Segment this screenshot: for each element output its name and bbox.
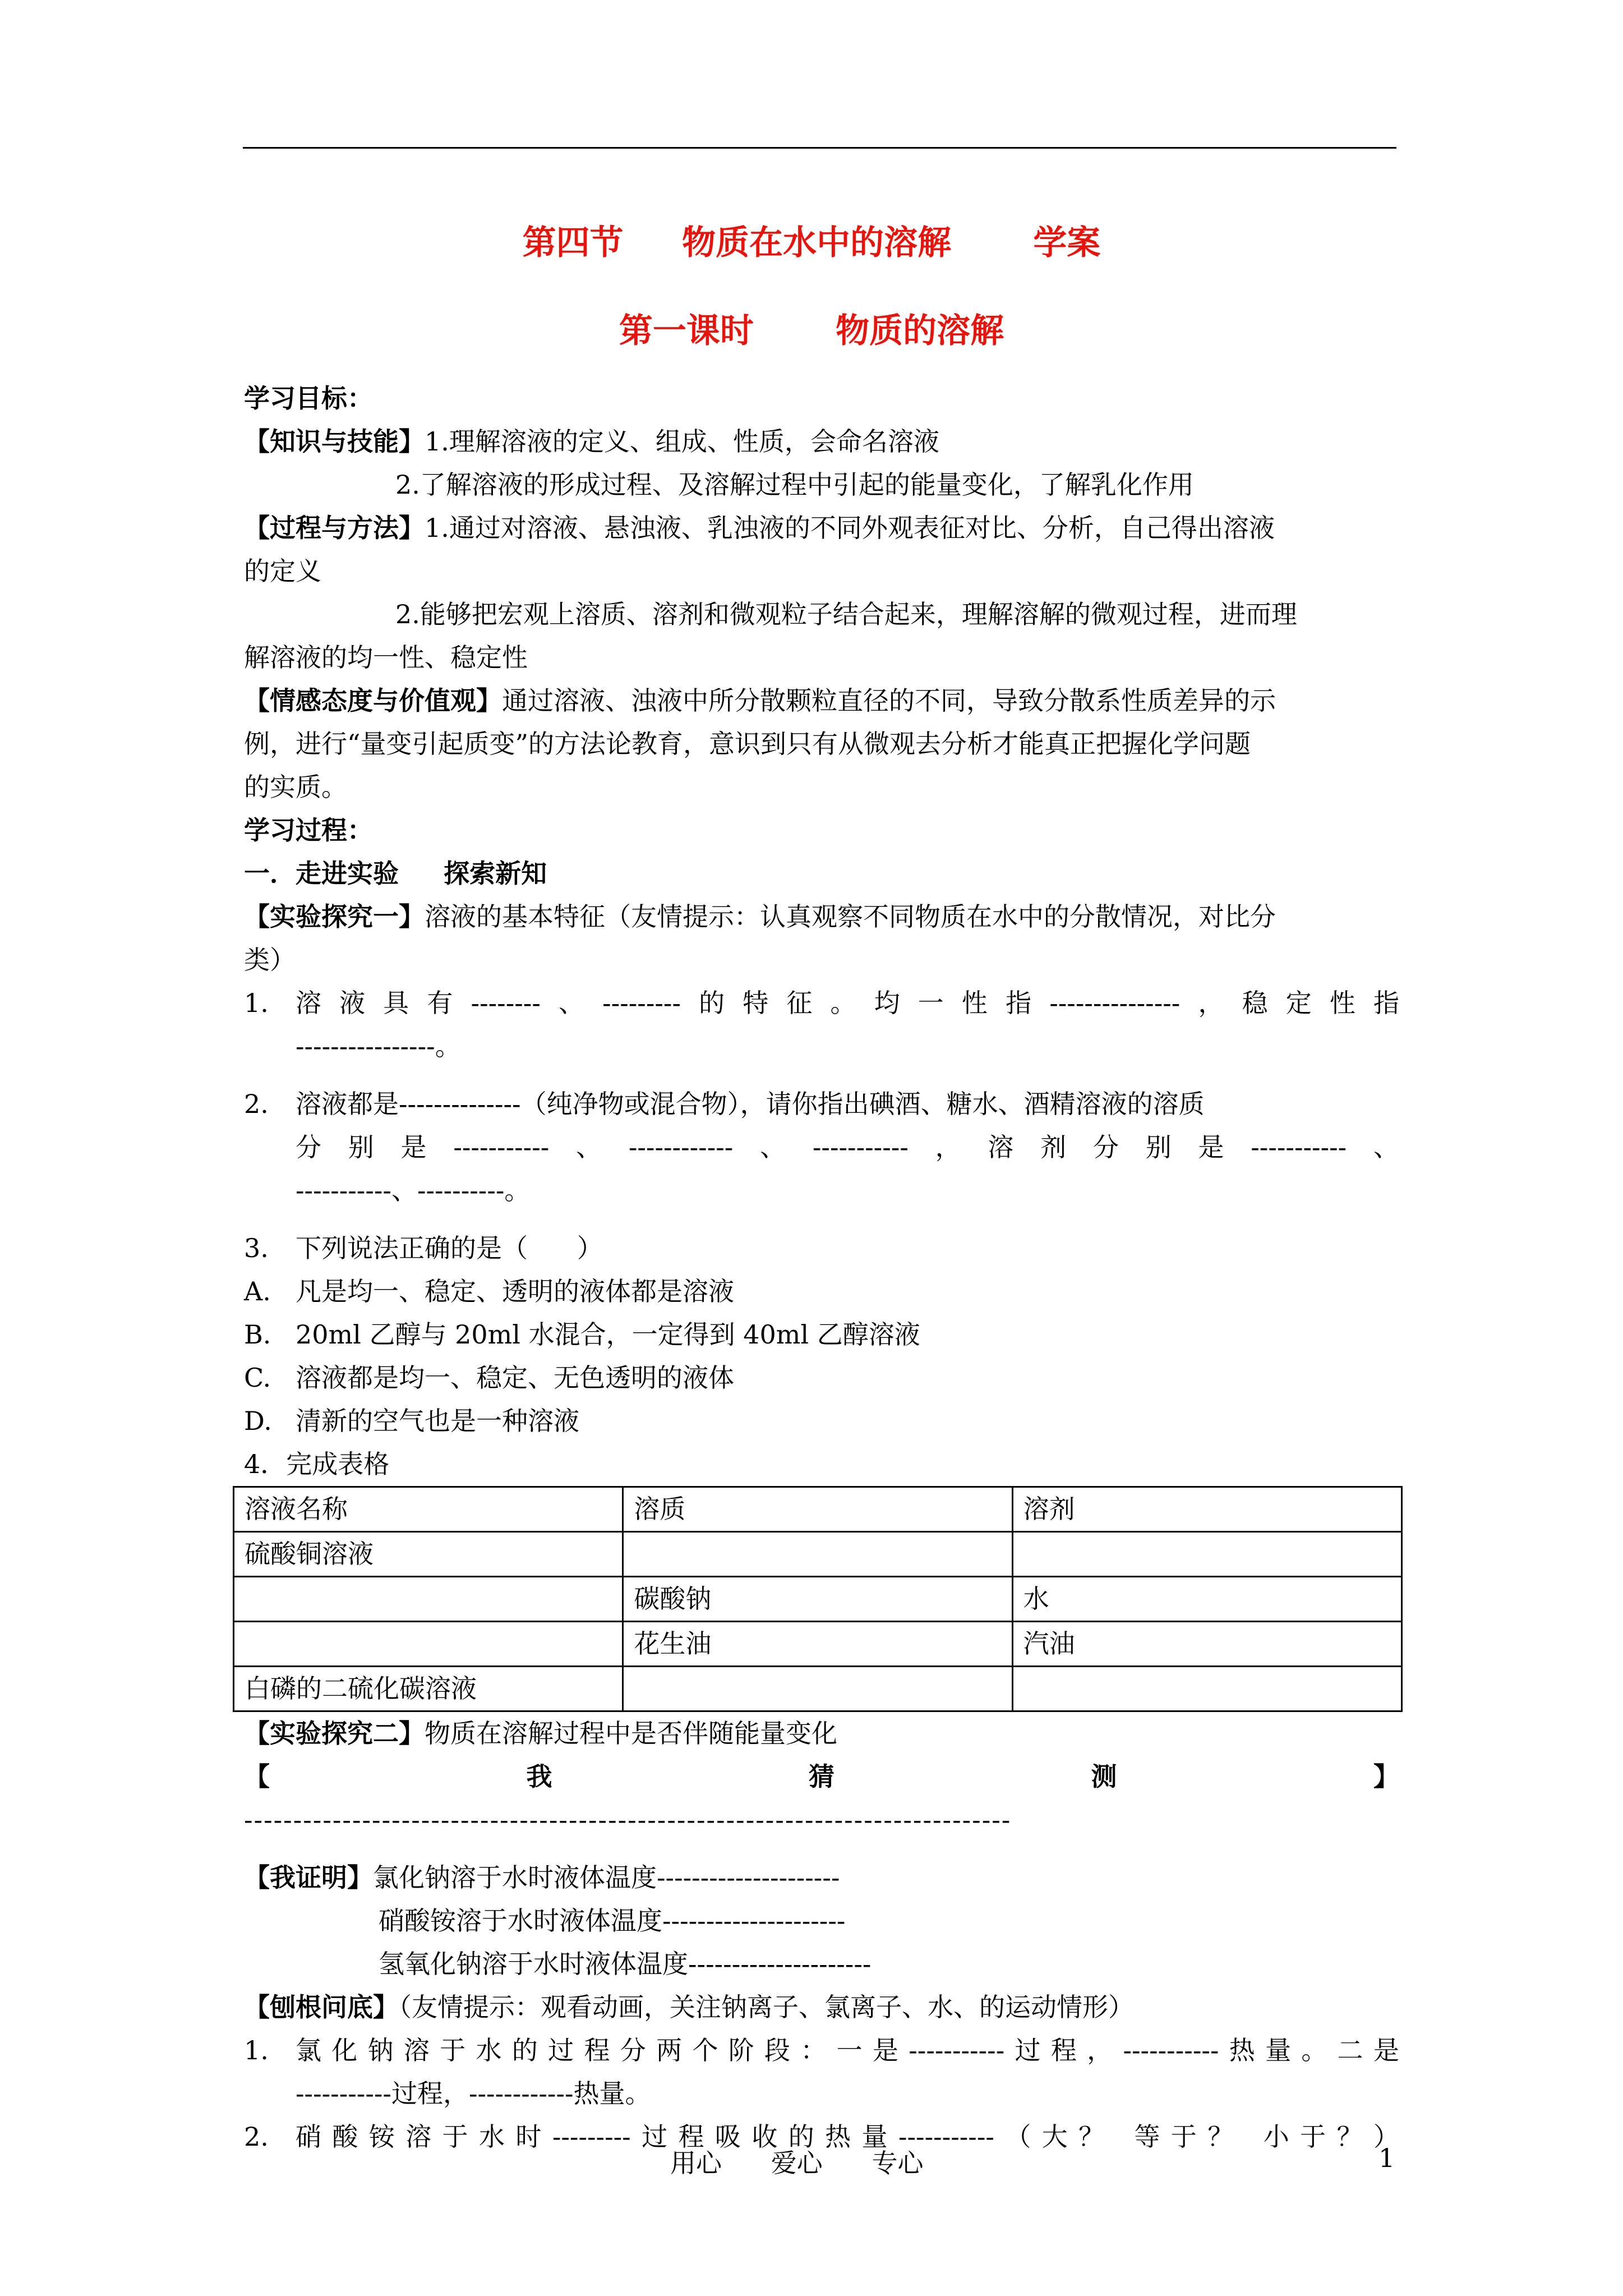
table-row bbox=[234, 1577, 1402, 1622]
goal-emotion-text-b: 例，进行“量变引起质变”的方法论教育，意识到只有从微观去分析才能真正把握化学问题 bbox=[244, 729, 1251, 759]
dig-question-2-line-a: 硝酸铵溶于水时---------过程吸收的热量-----------（大？ 等于？ 小于？） bbox=[296, 2122, 1399, 2152]
footer-motto: 用心 爱心 专心 bbox=[670, 2148, 924, 2178]
goal-knowledge-label: 【知识与技能】 bbox=[244, 426, 425, 457]
exp1-text-a: 溶液的基本特征（友情提示：认真观察不同物质在水中的分散情况，对比分 bbox=[425, 901, 1276, 932]
option-d-letter: D. bbox=[244, 1406, 272, 1436]
table-header-cell: 溶质 bbox=[623, 1487, 1012, 1532]
exp1-label: 【实验探究一】 bbox=[244, 901, 425, 932]
table-cell bbox=[623, 1532, 1012, 1577]
goal-process-text-2a: 2.能够把宏观上溶质、溶剂和微观粒子结合起来，理解溶解的微观过程，进而理 bbox=[395, 599, 1297, 629]
guess-part: 【 bbox=[244, 1761, 270, 1792]
prove-line-1 bbox=[244, 1856, 1399, 1899]
dig-label: 【刨根问底】 bbox=[244, 1992, 399, 2022]
guess-part: 猜 bbox=[809, 1761, 834, 1792]
question-2 bbox=[244, 1083, 1399, 1212]
question-2-number: 2. bbox=[244, 1089, 269, 1119]
dig-question-1-number: 1. bbox=[244, 2035, 269, 2065]
table-cell: 白磷的二硫化碳溶液 bbox=[234, 1667, 623, 1711]
table-cell: 花生油 bbox=[623, 1622, 1012, 1667]
solution-table bbox=[233, 1486, 1403, 1712]
option-a-text: 凡是均一、稳定、透明的液体都是溶液 bbox=[296, 1276, 734, 1306]
table-cell bbox=[234, 1577, 623, 1622]
goals-heading: 学习目标： bbox=[244, 383, 373, 413]
table-cell bbox=[1012, 1667, 1401, 1711]
question-3-text: 下列说法正确的是（ ） bbox=[296, 1233, 603, 1263]
question-1-line-b: ----------------。 bbox=[296, 1031, 461, 1061]
table-cell: 碳酸钠 bbox=[623, 1577, 1012, 1622]
table-cell bbox=[623, 1667, 1012, 1711]
question-4-text: 4．完成表格 bbox=[244, 1449, 390, 1479]
prove-text-2: 硝酸铵溶于水时液体温度--------------------- bbox=[379, 1906, 846, 1936]
option-c bbox=[244, 1356, 1399, 1400]
goal-emotion-text-c: 的实质。 bbox=[244, 772, 347, 802]
exp1-text-b: 类） bbox=[244, 945, 296, 975]
question-2-line-a: 溶液都是--------------（纯净物或混合物），请你指出碘酒、糖水、酒精溶液的溶质 bbox=[296, 1089, 1205, 1119]
goal-process-line-1 bbox=[244, 507, 1399, 550]
goal-knowledge-text-1: 1.理解溶液的定义、组成、性质，会命名溶液 bbox=[425, 426, 939, 457]
exp1-line-1 bbox=[244, 895, 1399, 938]
table-cell: 硫酸铜溶液 bbox=[234, 1532, 623, 1577]
process-heading: 学习过程： bbox=[244, 815, 373, 845]
header-rule bbox=[243, 147, 1396, 149]
option-c-text: 溶液都是均一、稳定、无色透明的液体 bbox=[296, 1363, 734, 1393]
question-1-number: 1. bbox=[244, 988, 269, 1018]
question-2-line-c: -----------、----------。 bbox=[296, 1175, 531, 1205]
guess-part: 我 bbox=[526, 1761, 552, 1792]
table-cell bbox=[1012, 1532, 1401, 1577]
document-body bbox=[244, 377, 1399, 2159]
dig-question-1 bbox=[244, 2029, 1399, 2115]
prove-label: 【我证明】 bbox=[244, 1862, 373, 1893]
page-title: 第四节 物质在水中的溶解 学案 bbox=[522, 223, 1101, 263]
guess-part: 】 bbox=[1373, 1761, 1399, 1792]
exp2-label: 【实验探究二】 bbox=[244, 1718, 425, 1749]
prove-text-3: 氢氧化钠溶于水时液体温度--------------------- bbox=[379, 1949, 872, 1979]
page-subtitle: 第一课时 物质的溶解 bbox=[619, 311, 1004, 351]
option-b bbox=[244, 1313, 1399, 1356]
section-1-heading: 一．走进实验 探索新知 bbox=[244, 858, 547, 889]
guess-heading bbox=[244, 1755, 1399, 1798]
goal-emotion-text-a: 通过溶液、浊液中所分散颗粒直径的不同，导致分散系性质差异的示 bbox=[502, 685, 1276, 716]
option-b-letter: B. bbox=[244, 1319, 271, 1350]
question-3-number: 3. bbox=[244, 1233, 269, 1263]
exp2-line bbox=[244, 1712, 1399, 1755]
goal-knowledge-text-2: 2.了解溶液的形成过程、及溶解过程中引起的能量变化，了解乳化作用 bbox=[395, 470, 1194, 500]
option-a-letter: A. bbox=[244, 1276, 271, 1306]
question-2-line-b: 分别是-----------、------------、-----------，溶剂分别是-----------、 bbox=[296, 1132, 1399, 1162]
table-cell bbox=[234, 1622, 623, 1667]
option-d-text: 清新的空气也是一种溶液 bbox=[296, 1406, 579, 1436]
option-a bbox=[244, 1270, 1399, 1313]
table-row bbox=[234, 1622, 1402, 1667]
table-cell: 水 bbox=[1012, 1577, 1401, 1622]
prove-text-1: 氯化钠溶于水时液体温度--------------------- bbox=[373, 1862, 840, 1893]
table-cell: 汽油 bbox=[1012, 1622, 1401, 1667]
question-1-line-a: 溶液具有--------、---------的特征。均一性指---------------，稳定性指 bbox=[296, 988, 1399, 1018]
dig-question-1-line-a: 氯化钠溶于水的过程分两个阶段：一是-----------过程，-----------热量。二是 bbox=[296, 2035, 1399, 2065]
dig-text: （友情提示：观看动画，关注钠离子、氯离子、水、的运动情形） bbox=[399, 1992, 1134, 2022]
question-3 bbox=[244, 1227, 1399, 1270]
option-c-letter: C. bbox=[244, 1363, 271, 1393]
question-1 bbox=[244, 982, 1399, 1068]
table-header-row bbox=[234, 1487, 1402, 1532]
goal-emotion-label: 【情感态度与价值观】 bbox=[244, 685, 502, 716]
page-number: 1 bbox=[1378, 2143, 1395, 2173]
table-header-cell: 溶剂 bbox=[1012, 1487, 1401, 1532]
goal-process-text-1b: 的定义 bbox=[244, 556, 321, 586]
guess-answer-line: ------------------------------------------------------------------------------ bbox=[244, 1805, 1012, 1835]
goal-emotion-line-1 bbox=[244, 679, 1399, 723]
guess-part: 测 bbox=[1091, 1761, 1117, 1792]
goal-process-label: 【过程与方法】 bbox=[244, 513, 425, 543]
table-row bbox=[234, 1667, 1402, 1711]
dig-question-2-number: 2. bbox=[244, 2122, 269, 2152]
table-header-cell: 溶液名称 bbox=[234, 1487, 623, 1532]
option-d bbox=[244, 1400, 1399, 1443]
exp2-text: 物质在溶解过程中是否伴随能量变化 bbox=[425, 1718, 837, 1749]
goal-process-text-2b: 解溶液的均一性、稳定性 bbox=[244, 642, 528, 673]
dig-line bbox=[244, 1986, 1399, 2029]
table-row bbox=[234, 1532, 1402, 1577]
goal-process-text-1a: 1.通过对溶液、悬浊液、乳浊液的不同外观表征对比、分析，自己得出溶液 bbox=[425, 513, 1275, 543]
goal-knowledge-line-1 bbox=[244, 420, 1399, 463]
option-b-text: 20ml 乙醇与 20ml 水混合，一定得到 40ml 乙醇溶液 bbox=[296, 1319, 920, 1350]
dig-question-1-line-b: -----------过程，------------热量。 bbox=[296, 2078, 651, 2109]
